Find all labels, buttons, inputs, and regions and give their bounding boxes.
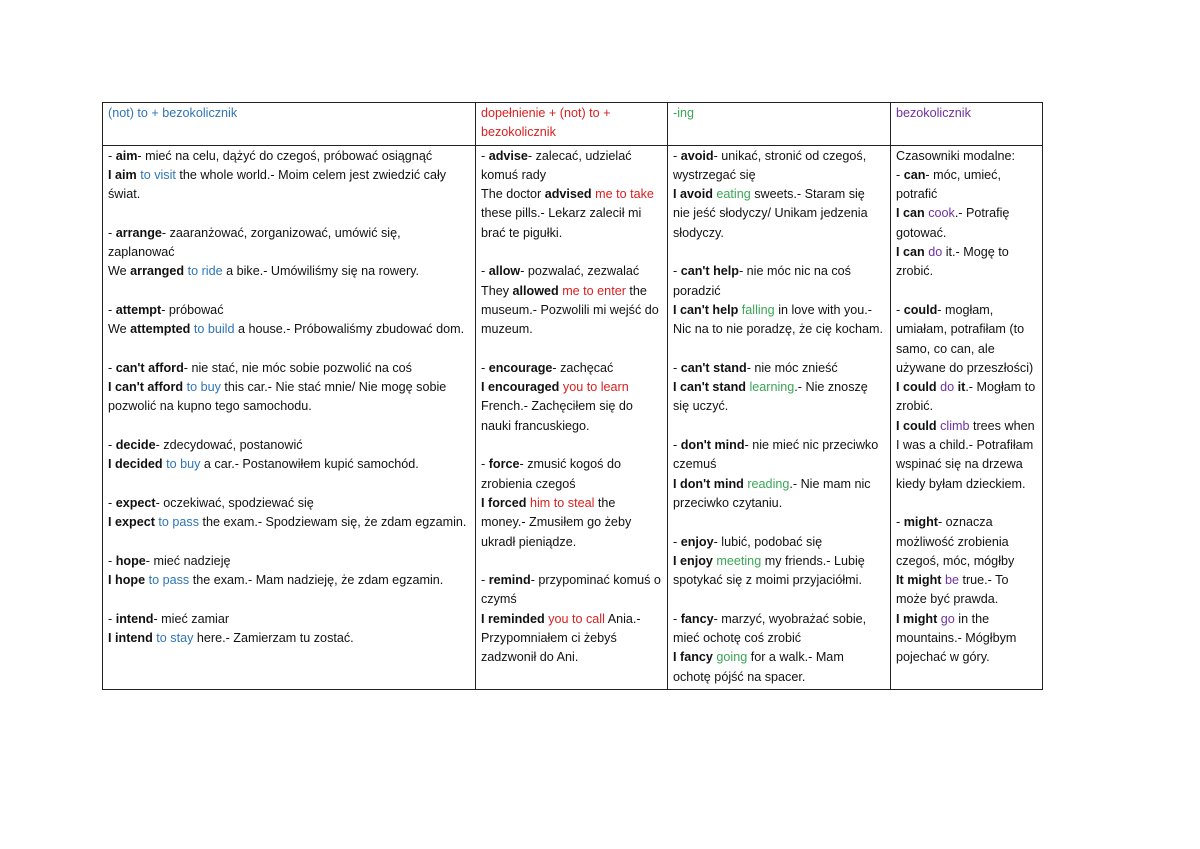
entry-might: - might- oznacza możliwość zrobienia czegoś, móc, mógłby It might be true.- To może być prawda. I might go in the mountains.- Mógłbym pojechać w góry.	[896, 515, 1017, 665]
entry-arrange: - arrange- zaaranżować, zorganizować, umówić się, zaplanować We arranged to ride a bike.- Umówiliśmy się na rowery.	[108, 225, 420, 279]
entry-attempt: - attempt- próbować We attempted to build a house.- Próbowaliśmy zbudować dom.	[108, 302, 465, 337]
content-row	[103, 145, 1043, 689]
entry-cant-stand: - can't stand- nie móc znieść I can't stand learning.- Nie znoszę się uczyć.	[673, 360, 868, 414]
entry-force: - force- zmusić kogoś do zrobienia czegoś I forced him to steal the money.- Zmusiłem go żeby ukradł pieniądze.	[481, 457, 632, 549]
verb-patterns-table	[102, 102, 1043, 690]
column-bare-infinitive	[891, 145, 1043, 689]
entry-remind: - remind- przypominać komuś o czymś I reminded you to call Ania.- Przypomniałem ci żebyś zadzwonił do Ani.	[481, 573, 661, 665]
column-to-infinitive	[103, 145, 476, 689]
header-row	[103, 103, 1043, 146]
entry-encourage: - encourage- zachęcać I encouraged you to learn French.- Zachęciłem się do nauki francuskiego.	[481, 360, 633, 433]
column-object-to-infinitive	[476, 145, 668, 689]
entry-intend: - intend- mieć zamiar I intend to stay here.- Zamierzam tu zostać.	[108, 611, 354, 646]
entry-fancy: - fancy- marzyć, wyobrażać sobie, mieć ochotę coś zrobić I fancy going for a walk.- Mam ochotę pójść na spacer.	[673, 611, 867, 684]
entry-enjoy: - enjoy- lubić, podobać się I enjoy meeting my friends.- Lubię spotykać się z moimi przyjaciółmi.	[673, 534, 865, 588]
entry-dont-mind: - don't mind- nie mieć nic przeciwko czemuś I don't mind reading.- Nie mam nic przeciwko czytaniu.	[673, 438, 879, 510]
entry-advise: - advise- zalecać, udzielać komuś rady The doctor advised me to take these pills.- Lekarz zalecił mi brać te pigułki.	[481, 148, 654, 240]
entry-could: - could- mogłam, umiałam, potrafiłam (to samo, co can, ale używane do przeszłości) I could do it.- Mogłam to zrobić. I could climb trees when I was a child.- Potrafiłam wspinać się na drzewa kiedy byłam dzieckiem.	[896, 302, 1036, 491]
entry-can: - can- móc, umieć, potrafić I can cook.- Potrafię gotować. I can do it.- Mogę to zrobić.	[896, 167, 1010, 279]
entry-aim: - aim- mieć na celu, dążyć do czegoś, próbować osiągnąć I aim to visit the whole world.- Moim celem jest zwiedzić cały świat.	[108, 148, 447, 202]
modal-verbs-intro: Czasowniki modalne:	[896, 148, 1015, 163]
entry-avoid: - avoid- unikać, stronić od czegoś, wystrzegać się I avoid eating sweets.- Staram się nie jeść słodyczy/ Unikam jedzenia słodyczy.	[673, 148, 868, 240]
entry-hope: - hope- mieć nadzieję I hope to pass the exam.- Mam nadzieję, że zdam egzamin.	[108, 553, 444, 588]
header-bare-infinitive: bezokolicznik	[891, 103, 1043, 146]
header-to-infinitive: (not) to + bezokolicznik	[103, 103, 476, 146]
header-object-to-infinitive: dopełnienie + (not) to + bezokolicznik	[476, 103, 668, 146]
entry-expect: - expect- oczekiwać, spodziewać się I expect to pass the exam.- Spodziewam się, że zdam egzamin.	[108, 495, 467, 530]
entry-cant-help: - can't help- nie móc nic na coś poradzić I can't help falling in love with you.- Nic na to nie poradzę, że cię kocham.	[673, 264, 884, 337]
entry-allow: - allow- pozwalać, zezwalać They allowed me to enter the museum.- Pozwolili mi wejść do muzeum.	[481, 264, 659, 337]
column-ing	[668, 145, 891, 689]
entry-cant-afford: - can't afford- nie stać, nie móc sobie pozwolić na coś I can't afford to buy this car.- Nie stać mnie/ Nie mogę sobie pozwolić na kupno tego samochodu.	[108, 360, 447, 414]
entry-decide: - decide- zdecydować, postanowić I decided to buy a car.- Postanowiłem kupić samochód.	[108, 438, 419, 472]
header-ing: -ing	[668, 103, 891, 146]
